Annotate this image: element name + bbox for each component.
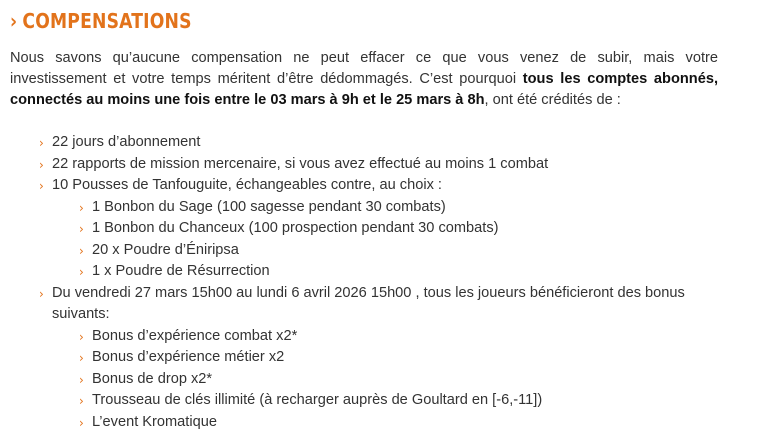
intro-bold-text: tous les comptes abonnés, connectés au moins une fois entre le 03 mars à 9h et le 25 mars à 8h — [10, 71, 718, 108]
list-item-text: 1 x Poudre de Résurrection — [92, 263, 270, 279]
chevron-right-icon: › — [79, 329, 84, 344]
chevron-right-icon: › — [39, 286, 44, 301]
chevron-right-icon: › — [79, 243, 84, 258]
intro-text: Nous savons qu’aucune compensation ne peut effacer ce que vous venez de subir, mais votre investissement et votre temps méritent d’être dédommagés. C’est pourquoi — [10, 50, 718, 87]
intro-paragraph — [10, 48, 718, 111]
chevron-right-icon: › — [10, 9, 18, 33]
chevron-right-icon: › — [79, 200, 84, 215]
chevron-right-icon: › — [39, 136, 44, 150]
chevron-right-icon: › — [39, 179, 44, 193]
chevron-right-icon: › — [79, 415, 84, 430]
sub-list-item — [10, 197, 753, 219]
list-item-text: 10 Pousses de Tanfouguite, échangeables contre, au choix : — [52, 177, 442, 193]
list-item-text: 22 jours d’abonnement — [52, 134, 201, 150]
intro-text-end: , ont été crédités de : — [484, 92, 621, 108]
list-item-text: Bonus de drop x2* — [92, 370, 213, 387]
list-item-text: 1 Bonbon du Chanceux (100 prospection pendant 30 combats) — [92, 220, 499, 236]
list-item-text: Trousseau de clés illimité (à recharger auprès de Goultard en [-6,-11]) — [92, 392, 543, 408]
chevron-right-icon: › — [79, 265, 84, 279]
compensation-list — [10, 132, 753, 433]
list-item-text: L’event Kromatique — [92, 413, 217, 430]
section-title — [10, 8, 649, 34]
list-item-text: 22 rapports de mission mercenaire, si vous avez effectué au moins 1 combat — [52, 155, 549, 172]
chevron-right-icon: › — [79, 394, 84, 408]
list-item — [10, 154, 753, 176]
list-item-text: 20 x Poudre d’Éniripsa — [92, 241, 239, 258]
list-item — [10, 283, 753, 326]
chevron-right-icon: › — [79, 351, 84, 365]
sub-list-item — [10, 347, 753, 369]
chevron-right-icon: › — [79, 222, 84, 236]
chevron-right-icon: › — [79, 372, 84, 387]
sub-list-item — [10, 261, 753, 283]
chevron-right-icon: › — [39, 157, 44, 172]
list-item-text: Du vendredi 27 mars 15h00 au lundi 6 avril 2026 15h00 , tous les joueurs bénéficieront des bonus suivants: — [52, 284, 685, 322]
sub-list-item — [10, 218, 753, 240]
section-title-text: COMPENSATIONS — [22, 9, 192, 33]
sub-list-item — [10, 369, 753, 391]
list-item-text: Bonus d’expérience métier x2 — [92, 349, 285, 365]
list-item-text: Bonus d’expérience combat x2* — [92, 327, 298, 344]
list-item — [10, 175, 753, 197]
list-item — [10, 132, 753, 154]
sub-list-item — [10, 240, 753, 262]
sub-list-item — [10, 412, 753, 434]
sub-list-item — [10, 326, 753, 348]
sub-list-item — [10, 390, 753, 412]
list-item-text: 1 Bonbon du Sage (100 sagesse pendant 30 combats) — [92, 198, 446, 215]
